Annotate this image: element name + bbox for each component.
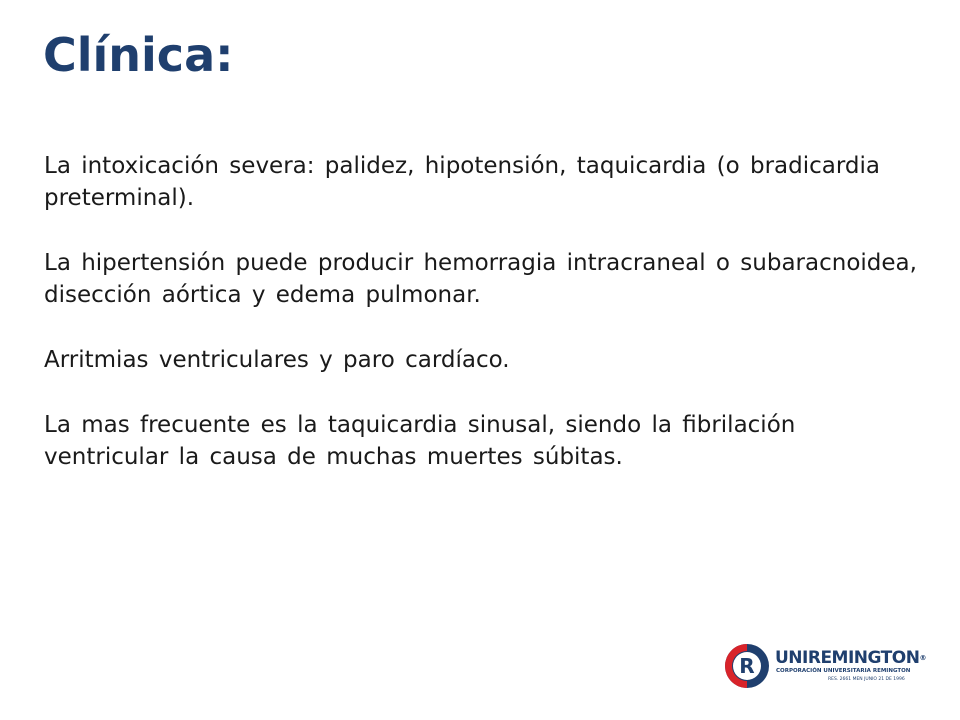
- uniremington-logo: [724, 643, 926, 691]
- paragraph-severe-intoxication: La intoxicación severa: palidez, hipotensión, taquicardia (o bradicardia preterminal).: [44, 153, 880, 211]
- logo-resolution: RES. 2661 MEN JUNIO 21 DE 1996: [828, 677, 905, 682]
- uniremington-r-emblem-icon: [724, 643, 770, 689]
- logo-wordmark: [775, 649, 926, 667]
- paragraph-arrhythmias: Arritmias ventriculares y paro cardíaco.: [44, 347, 510, 373]
- registered-mark: ®: [919, 654, 926, 662]
- slide-title: Clínica:: [43, 28, 234, 82]
- svg-text:R: R: [739, 654, 755, 678]
- slide-body: [44, 150, 924, 506]
- paragraph-sinus-tachycardia: La mas frecuente es la taquicardia sinusal, siendo la fibrilación ventricular la causa de muchas muertes súbitas.: [44, 412, 796, 470]
- logo-name-text: UNIREMINGTON: [775, 648, 920, 668]
- paragraph-hypertension: La hipertensión puede producir hemorragia intracraneal o subaracnoidea, disección aórtica y edema pulmonar.: [44, 250, 917, 308]
- logo-subtitle: CORPORACIÓN UNIVERSITARIA REMINGTON: [776, 668, 911, 674]
